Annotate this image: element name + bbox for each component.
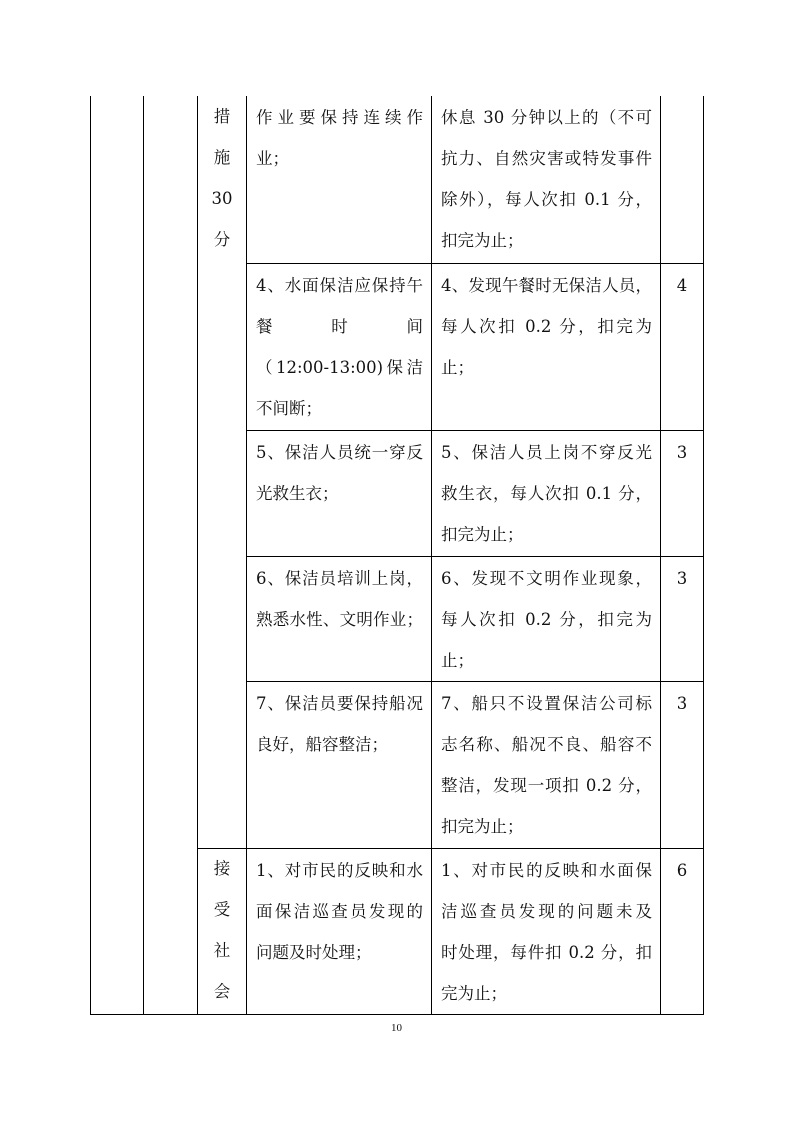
score-cell — [661, 557, 703, 681]
col-divider-1 — [143, 96, 144, 1015]
deduction-line: 1、对市民的反映和水面保 — [441, 861, 652, 880]
standard-cell — [247, 849, 431, 1014]
deduction-cell — [432, 264, 660, 430]
deduction-line: 时处理，每件扣 0.2 分，扣 — [441, 943, 652, 962]
deduction-line: 洁巡查员发现的问题未及 — [441, 902, 652, 921]
deduction-line: 止； — [441, 358, 474, 377]
standard-line: 良好，船容整洁； — [256, 735, 388, 754]
deduction-line: 整洁，发现一项扣 0.2 分， — [441, 776, 652, 795]
score-value: 3 — [676, 569, 688, 588]
deduction-line: 6、发现不文明作业现象， — [441, 569, 652, 588]
standard-cell — [247, 557, 431, 681]
page-number: 10 — [391, 1022, 402, 1034]
score-cell — [661, 849, 703, 1014]
standard-line: 7、保洁员要保持船况 — [256, 694, 423, 713]
standard-line: 1、对市民的反映和水 — [256, 861, 423, 880]
deduction-line: 抗力、自然灾害或特发事件 — [441, 149, 652, 168]
deduction-cell — [432, 849, 660, 1014]
standard-line: 熟悉水性、文明作业； — [256, 610, 423, 629]
standard-line: 作业要保持连续作 — [256, 108, 423, 127]
section-label-line: 接 — [213, 859, 231, 878]
score-value: 4 — [676, 276, 688, 295]
section-label-measures — [198, 96, 246, 848]
standard-line: （12:00-13:00)保洁 — [256, 358, 423, 377]
standard-line: 6、保洁员培训上岗， — [256, 569, 423, 588]
standard-line: 4、水面保洁应保持午 — [256, 276, 423, 295]
section-label-line: 措 — [213, 107, 231, 126]
deduction-cell — [432, 431, 660, 556]
deduction-cell — [432, 682, 660, 848]
standard-line: 5、保洁人员统一穿反 — [256, 443, 423, 462]
table-left-border — [90, 96, 91, 1015]
deduction-line: 除外），每人次扣 0.1 分， — [441, 190, 652, 209]
deduction-cell — [432, 96, 660, 263]
standard-line: 餐 时 间 — [256, 317, 423, 336]
deduction-line: 休息 30 分钟以上的（不可 — [441, 108, 652, 127]
standard-cell — [247, 264, 431, 430]
deduction-line: 止； — [441, 651, 474, 670]
standard-cell — [247, 431, 431, 556]
standard-line: 业； — [256, 149, 289, 168]
section-label-line: 会 — [213, 982, 231, 1001]
score-value — [661, 97, 703, 138]
standard-line: 不间断； — [256, 399, 322, 418]
deduction-line: 救生衣，每人次扣 0.1 分， — [441, 484, 652, 503]
score-cell — [661, 264, 703, 430]
score-value: 3 — [676, 443, 688, 462]
score-cell — [661, 96, 703, 263]
standard-cell — [247, 96, 431, 263]
deduction-line: 扣完为止； — [441, 817, 524, 836]
score-value: 3 — [676, 694, 688, 713]
deduction-line: 每人次扣 0.2 分，扣完为 — [441, 317, 652, 336]
section-label-line: 受 — [213, 900, 231, 919]
section-label-line: 分 — [213, 230, 231, 249]
section-label-line: 社 — [213, 941, 231, 960]
score-value: 6 — [676, 861, 688, 880]
table-bottom-border — [90, 1014, 704, 1015]
standard-line: 光救生衣； — [256, 484, 339, 503]
section-label-line: 30 — [211, 189, 233, 208]
section-label-public-feedback — [198, 848, 246, 1014]
score-cell — [661, 431, 703, 556]
standard-line: 面保洁巡查员发现的 — [256, 902, 423, 921]
deduction-cell — [432, 557, 660, 681]
deduction-line: 每人次扣 0.2 分，扣完为 — [441, 610, 652, 629]
score-cell — [661, 682, 703, 848]
deduction-line: 完为止； — [441, 984, 507, 1003]
deduction-line: 5、保洁人员上岗不穿反光 — [441, 443, 652, 462]
section-label-line: 施 — [213, 148, 231, 167]
deduction-line: 扣完为止； — [441, 231, 524, 250]
standard-line: 问题及时处理； — [256, 943, 372, 962]
deduction-line: 志名称、船况不良、船容不 — [441, 735, 652, 754]
deduction-line: 7、船只不设置保洁公司标 — [441, 694, 652, 713]
standard-cell — [247, 682, 431, 848]
deduction-line: 扣完为止； — [441, 525, 524, 544]
deduction-line: 4、发现午餐时无保洁人员， — [441, 276, 652, 295]
